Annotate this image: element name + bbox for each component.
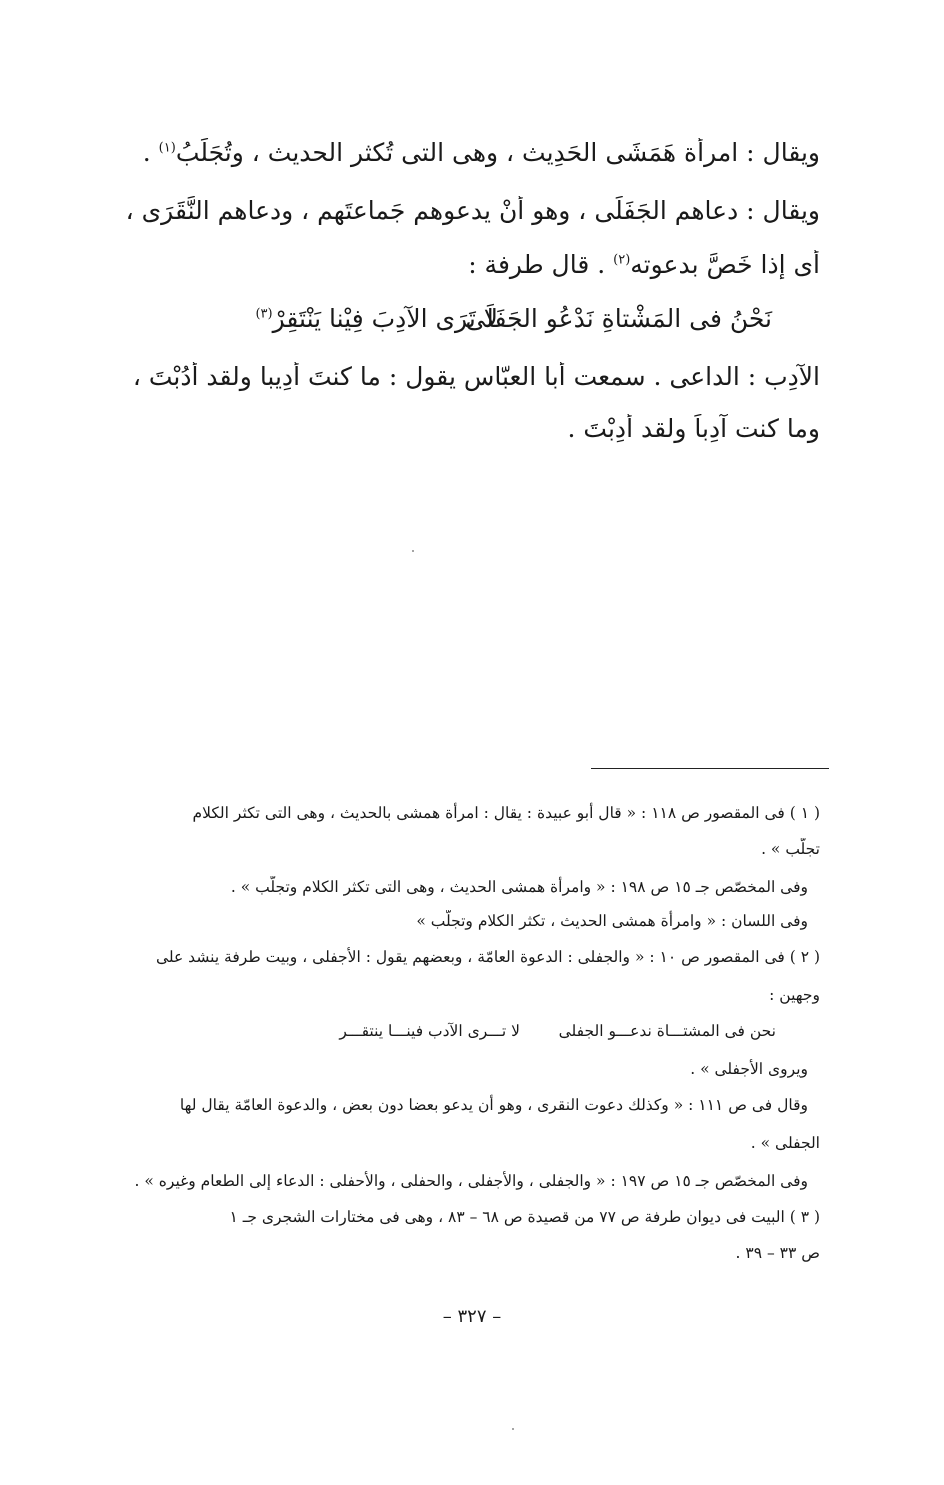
footnote-3-line-1: ( ٣ ) البيت فى ديوان طرفة ص ٧٧ من قصيدة ص ٦٨ – ٨٣ ، وهى فى مختارات الشجرى جـ ١ bbox=[229, 1208, 820, 1226]
body-line-2: ويقال : دعاهم الجَفَلَى ، وهو أَنْ يدعوهم جَماعتَهم ، ودعاهم النَّقَرَى ، bbox=[125, 196, 820, 225]
footnote-2-line-4: وقال فى ص ١١١ : « وكذلك دعوت النقرى ، وهو أن يدعو بعضا دون بعض ، والدعوة العامّة يقال لها bbox=[179, 1096, 808, 1114]
footnote-separator bbox=[591, 768, 829, 769]
footnote-1-line-2: تجلّب » . bbox=[761, 840, 820, 858]
body-line-5: الآدِب : الداعى . سمعت أبا العبّاس يقول : ما كنتَ أَدِيبا ولقد أَدُبْتَ ، bbox=[132, 362, 820, 391]
footnote-2-line-2: وجهين : bbox=[769, 986, 820, 1004]
footnote-verse-first-hemistich: نحن فى المشتـــاة ندعـــو الجفلى bbox=[558, 1022, 776, 1040]
body-line-3: أى إذا خَصَّ بدعوته$^{(٢)}$ . قال طرفة : bbox=[468, 250, 820, 279]
footnote-2-line-6: وفى المخصّص جـ ١٥ ص ١٩٧ : « والجفلى ، والأجفلى ، والحفلى ، والأحفلى : الدعاء إلى الطعام وغيره » . bbox=[134, 1172, 808, 1190]
footnote-ref-1: (١) bbox=[158, 140, 176, 156]
footnote-ref-2: (٢) bbox=[613, 252, 631, 268]
footnote-1-line-4: وفى اللسان : « وامرأة همشى الحديث ، تكثر الكلام وتجلّب » bbox=[416, 912, 808, 930]
page-number: – ٣٢٧ – bbox=[442, 1306, 502, 1327]
body-line-6: وما كنت آدِباً ولقد أَدِبْتَ . bbox=[567, 414, 820, 443]
verse-first-hemistich: نَحْنُ فى المَشْتاةِ نَدْعُو الجَفَلَى bbox=[465, 304, 772, 333]
footnote-1-line-3: وفى المخصّص جـ ١٥ ص ١٩٨ : « وامرأة همشى الحديث ، وهى التى تكثر الكلام وتجلّب » . bbox=[230, 878, 808, 896]
speck bbox=[412, 550, 414, 552]
footnote-verse-second-hemistich: لا تـــرى الآدب فينـــا ينتقـــر bbox=[339, 1022, 520, 1040]
footnote-ref-3: (٣) bbox=[255, 306, 273, 322]
footnote-2-line-5: الجفلى » . bbox=[750, 1134, 820, 1152]
footnote-1-line-1: ( ١ ) فى المقصور ص ١١٨ : « قال أبو عبيدة : يقال : امرأة همشى بالحديث ، وهى التى تكثر الكلام bbox=[192, 804, 820, 822]
speck bbox=[512, 1428, 514, 1430]
footnote-2-line-3: ويروى الأجفلى » . bbox=[690, 1060, 808, 1078]
body-line-1: ويقال : امرأة هَمَشَى الحَدِيث ، وهى التى تُكثر الحديث ، وتُجَلِّبُ$^{(١)}$ . bbox=[142, 138, 820, 167]
footnote-2-line-1: ( ٢ ) فى المقصور ص ١٠ : « والجفلى : الدعوة العامّة ، وبعضهم يقول : الأجفلى ، وبيت طرفة ينشد على bbox=[155, 948, 820, 966]
footnote-3-line-2: ص ٣٣ – ٣٩ . bbox=[735, 1244, 820, 1262]
verse-second-hemistich: لا تَرَى الآدِبَ فِيْنا يَنْتَقِرْ$^{(٣)}$ bbox=[255, 304, 498, 333]
